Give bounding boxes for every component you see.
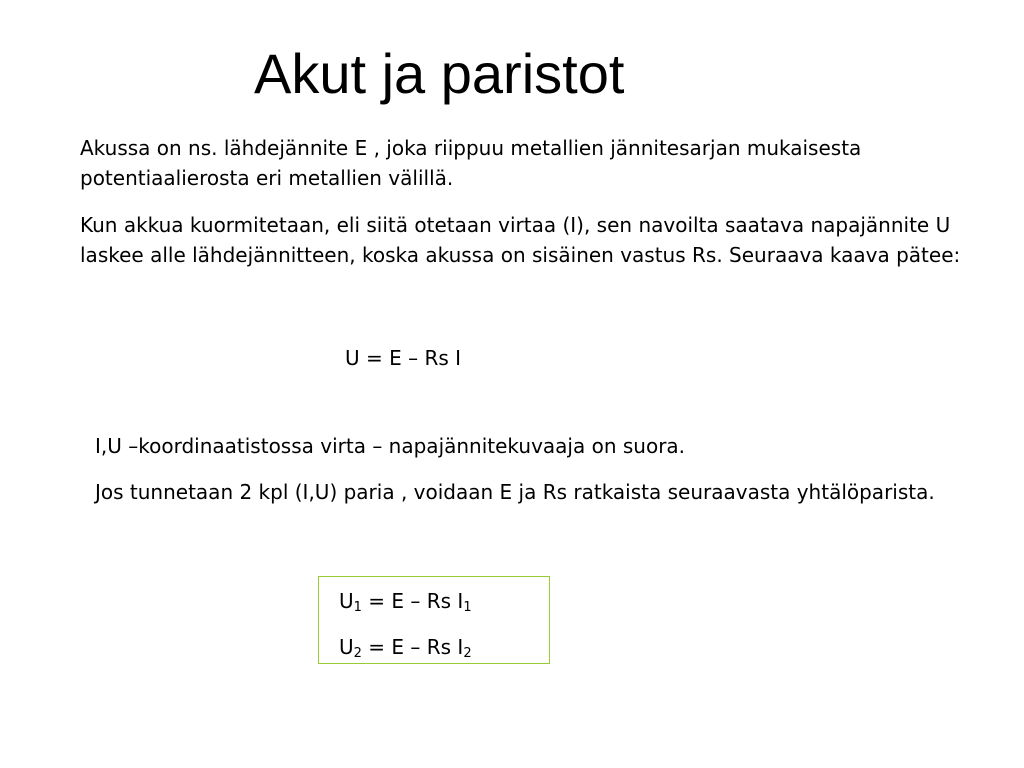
equation-2-lhs-subscript: 2 xyxy=(353,646,362,661)
equation-1-lhs-subscript: 1 xyxy=(353,600,362,615)
equation-2 xyxy=(339,633,472,661)
paragraph-internal-resistance: Kun akkua kuormitetaan, eli siitä otetaan virtaa (I), sen navoilta saatava napajännite U laskee alle lähdejännitteen, koska akussa on sisäinen vastus Rs. Seuraava kaava pätee: xyxy=(80,213,961,267)
formula: U = E – Rs I xyxy=(345,346,462,370)
equation-1-middle: = E – Rs I xyxy=(361,589,464,613)
paragraph-source-voltage: Akussa on ns. lähdejännite E , joka riippuu metallien jännitesarjan mukaisesta potentiaalierosta eri metallien välillä. xyxy=(80,136,862,190)
paragraph-solve-pair: Jos tunnetaan 2 kpl (I,U) paria , voidaan E ja Rs ratkaista seuraavasta yhtälöparista. xyxy=(95,480,935,504)
equation-2-rhs-subscript: 2 xyxy=(463,646,472,661)
equation-2-lhs: U xyxy=(339,635,354,659)
equation-1 xyxy=(339,587,472,615)
equation-system-box xyxy=(318,576,550,664)
equation-1-rhs-subscript: 1 xyxy=(463,600,472,615)
slide-title: Akut ja paristot xyxy=(254,42,625,105)
equation-1-lhs: U xyxy=(339,589,354,613)
paragraph-graph-line: I,U –koordinaatistossa virta – napajännitekuvaaja on suora. xyxy=(95,434,686,458)
equation-2-middle: = E – Rs I xyxy=(361,635,464,659)
